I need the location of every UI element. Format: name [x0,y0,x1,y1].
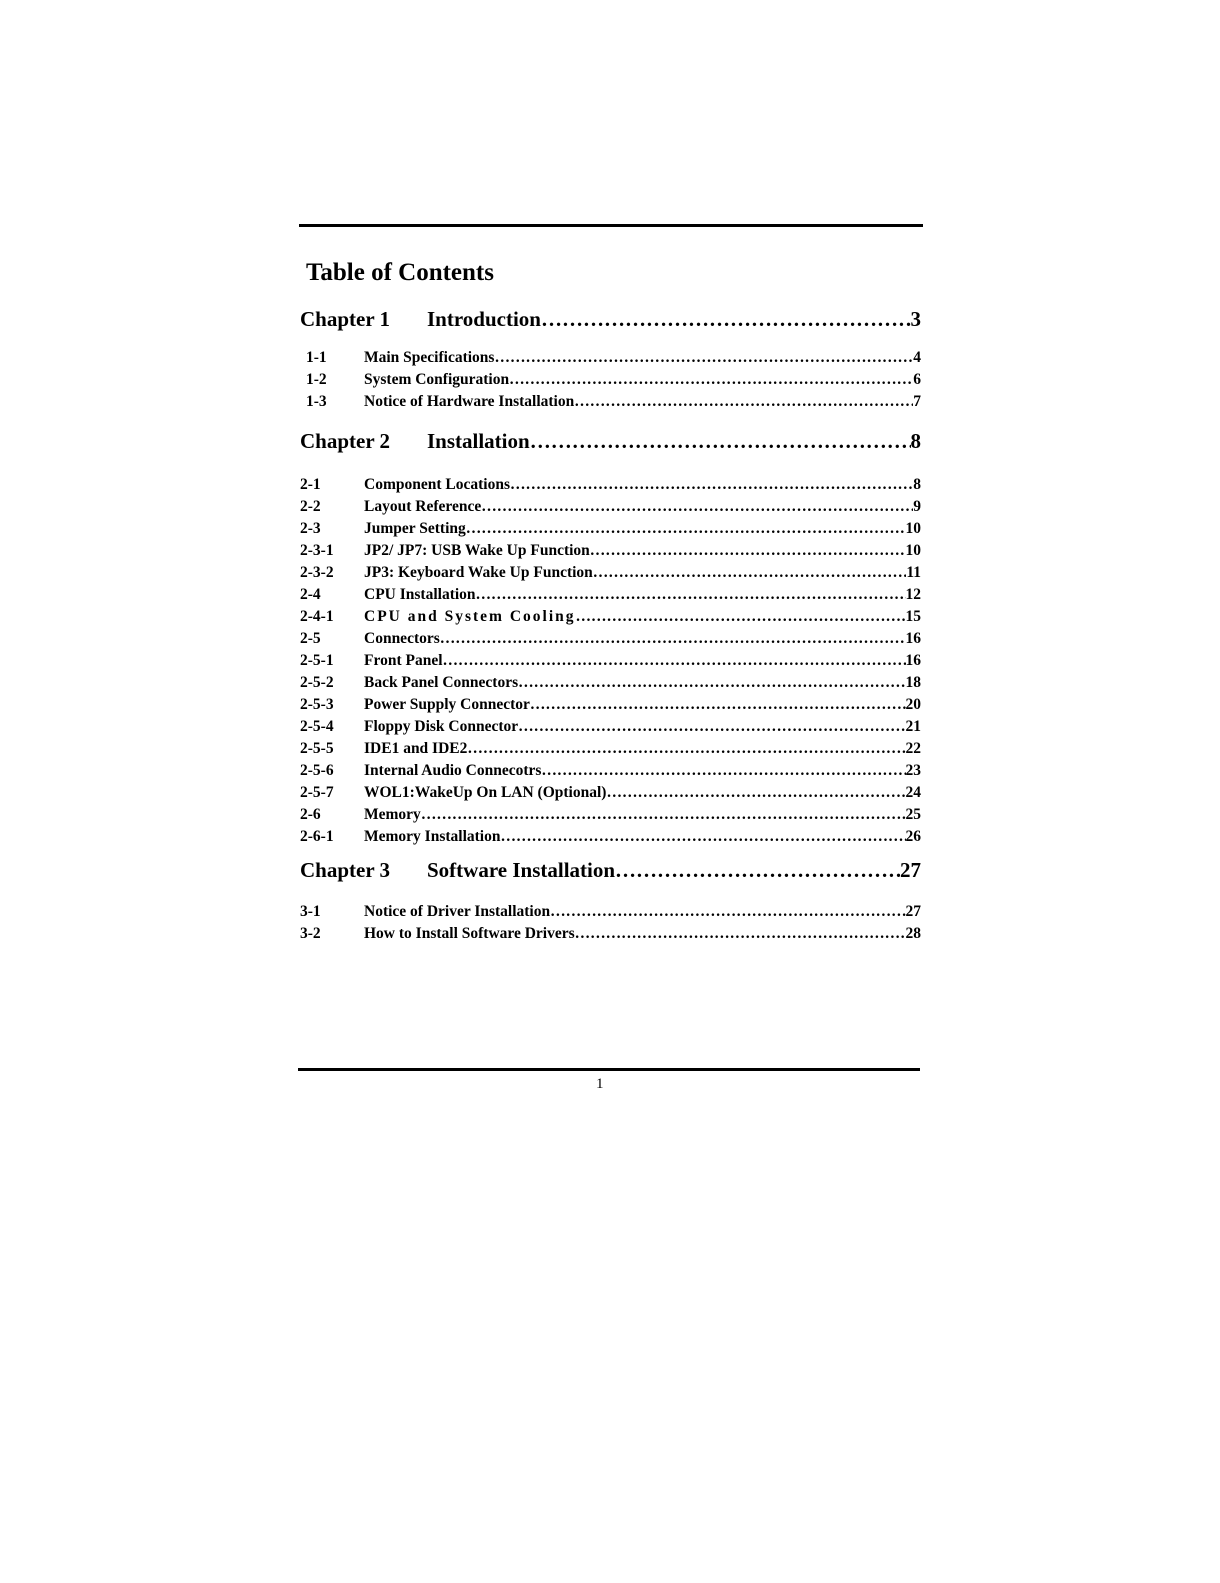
dot-leader [440,630,906,648]
section-number: 2-1 [300,476,321,493]
dot-leader [576,608,906,626]
toc-entry-1-2[interactable] [300,371,921,389]
dot-leader [615,858,900,883]
toc-chapter-1[interactable] [300,307,921,332]
dot-leader [541,307,911,332]
page-number: 23 [905,762,921,779]
page-number: 27 [900,858,921,882]
dot-leader [443,652,906,670]
toc-entry-2-5-3[interactable] [300,696,921,714]
section-label: Connectors [364,630,440,647]
section-label: How to Install Software Drivers [364,925,575,942]
section-number: 2-5-7 [300,784,334,801]
section-number: 2-2 [300,498,321,515]
page-number: 8 [910,429,921,453]
section-number: 1-3 [306,393,327,410]
section-label: System Configuration [364,371,510,388]
section-label: Notice of Driver Installation [364,903,551,920]
toc-entry-2-3-1[interactable] [300,542,921,560]
page-number: 24 [905,784,921,801]
toc-entry-2-5[interactable] [300,630,921,648]
section-number: 2-4-1 [300,608,334,625]
toc-entry-2-5-5[interactable] [300,740,921,758]
section-label: Internal Audio Connecotrs [364,762,542,779]
dot-leader [494,349,913,367]
dot-leader [510,476,913,494]
chapter-number: Chapter 3 [300,858,391,882]
page-number: 6 [913,371,921,388]
page-number: 10 [905,542,921,559]
section-label: WOL1:WakeUp On LAN (Optional) [364,784,607,801]
toc-entry-3-2[interactable] [300,925,921,943]
section-number: 2-5-1 [300,652,334,669]
page-number: 25 [905,806,921,823]
section-number: 2-5-3 [300,696,334,713]
page-number: 9 [913,498,921,515]
page-number: 7 [913,393,921,410]
section-number: 2-6 [300,806,321,823]
section-number: 2-3-1 [300,542,334,559]
page-number: 27 [905,903,921,920]
toc-entry-1-1[interactable] [300,349,921,367]
toc-entry-2-5-6[interactable] [300,762,921,780]
toc-entry-2-6[interactable] [300,806,921,824]
page-number: 3 [910,307,921,331]
section-number: 2-6-1 [300,828,334,845]
dot-leader [530,696,906,714]
dot-leader [550,903,905,921]
page-number: 8 [913,476,921,493]
page-number: 11 [906,564,921,581]
section-label: Memory [364,806,421,823]
section-number: 2-5 [300,630,321,647]
dot-leader [509,371,913,389]
section-number: 2-3-2 [300,564,334,581]
section-label: JP3: Keyboard Wake Up Function [364,564,593,581]
dot-leader [518,674,905,692]
section-label: Memory Installation [364,828,501,845]
page-number: 10 [905,520,921,537]
section-label: Layout Reference [364,498,482,515]
section-label: Power Supply Connector [364,696,530,713]
toc-entry-2-5-2[interactable] [300,674,921,692]
section-label: Component Locations [364,476,510,493]
page-number: 26 [905,828,921,845]
page-number: 16 [905,652,921,669]
dot-leader [481,498,913,516]
toc-entry-2-4[interactable] [300,586,921,604]
toc-entry-2-5-4[interactable] [300,718,921,736]
dot-leader [476,586,906,604]
section-number: 2-5-6 [300,762,334,779]
section-number: 3-2 [300,925,321,942]
toc-entry-2-6-1[interactable] [300,828,921,846]
page-number: 15 [905,608,921,625]
top-rule [299,224,923,227]
toc-entry-2-4-1[interactable] [300,608,921,626]
page-number: 28 [905,925,921,942]
section-label: IDE1 and IDE2 [364,740,468,757]
dot-leader [421,806,906,824]
page-number: 4 [913,349,921,366]
dot-leader [590,542,906,560]
dot-leader [541,762,905,780]
section-number: 2-4 [300,586,321,603]
toc-chapter-2[interactable] [300,429,921,454]
section-label: JP2/ JP7: USB Wake Up Function [364,542,590,559]
section-label: Jumper Setting [364,520,466,537]
footer-page-number: 1 [596,1076,604,1092]
toc-entry-1-3[interactable] [300,393,921,411]
section-number: 1-1 [306,349,327,366]
dot-leader [530,429,911,454]
section-number: 2-5-2 [300,674,334,691]
section-label: Front Panel [364,652,443,669]
toc-entry-2-2[interactable] [300,498,921,516]
toc-entry-2-3-2[interactable] [300,564,921,582]
page-number: 16 [905,630,921,647]
chapter-label: Software Installation [427,858,616,882]
chapter-number: Chapter 2 [300,429,391,453]
dot-leader [466,520,906,538]
page-number: 21 [905,718,921,735]
section-number: 1-2 [306,371,327,388]
section-number: 2-3 [300,520,321,537]
section-label: Notice of Hardware Installation [364,393,575,410]
section-label: Back Panel Connectors [364,674,519,691]
dot-leader [575,925,906,943]
page-number: 12 [905,586,921,603]
chapter-label: Installation [427,429,530,453]
dot-leader [574,393,913,411]
chapter-label: Introduction [427,307,541,331]
section-number: 2-5-5 [300,740,334,757]
section-number: 2-5-4 [300,718,334,735]
section-label: CPU and System Cooling [364,608,576,625]
section-label: CPU Installation [364,586,476,603]
page-number: 18 [905,674,921,691]
dot-leader [593,564,907,582]
dot-leader [606,784,905,802]
toc-entry-2-5-7[interactable] [300,784,921,802]
dot-leader [518,718,905,736]
section-number: 3-1 [300,903,321,920]
toc-entry-2-5-1[interactable] [300,652,921,670]
toc-entry-2-1[interactable] [300,476,921,494]
toc-entry-3-1[interactable] [300,903,921,921]
section-label: Main Specifications [364,349,495,366]
section-label: Floppy Disk Connector [364,718,519,735]
bottom-rule [298,1068,920,1071]
page-number: 20 [905,696,921,713]
toc-chapter-3[interactable] [300,858,921,883]
page-number: 22 [905,740,921,757]
page-title: Table of Contents [306,259,494,286]
dot-leader [467,740,905,758]
toc-entry-2-3[interactable] [300,520,921,538]
chapter-number: Chapter 1 [300,307,391,331]
dot-leader [500,828,905,846]
